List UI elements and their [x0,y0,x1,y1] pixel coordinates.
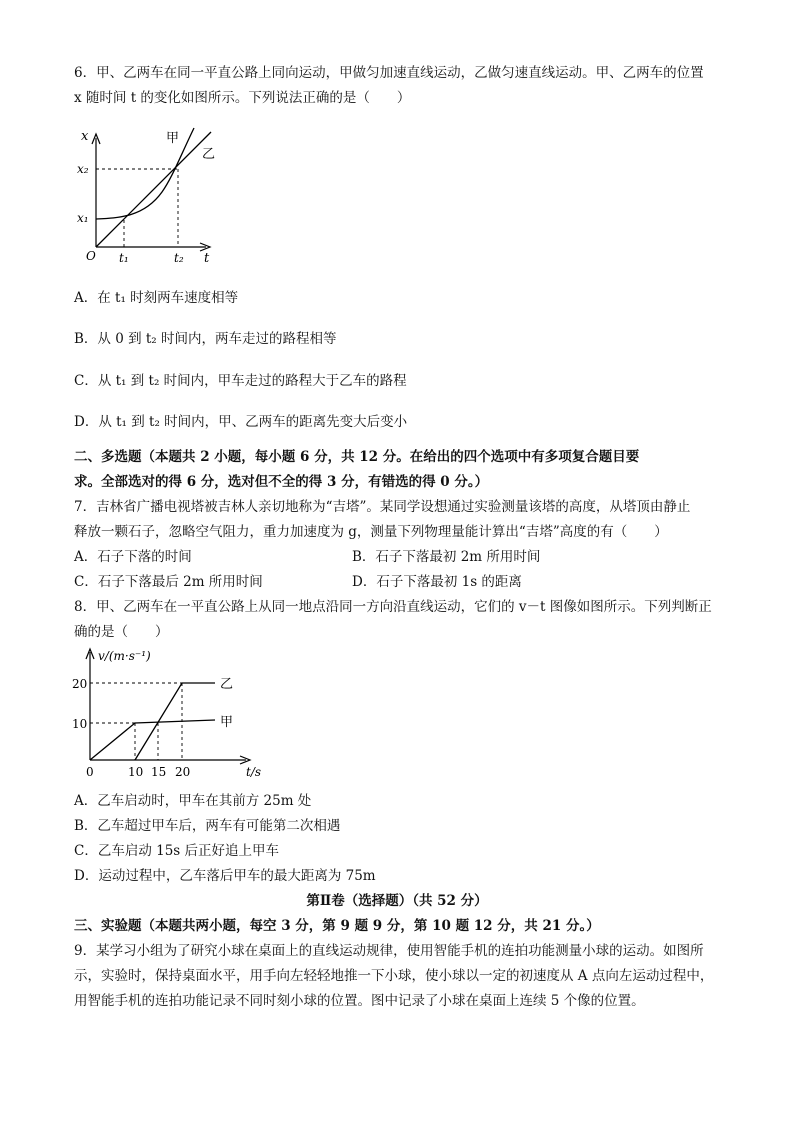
q6-line-yi [96,132,211,247]
q6-label-x1: x₁ [77,211,89,225]
q8-stem-line2: 确的是（ ） [74,624,169,640]
q8-x-axis-label: t/s [246,765,262,779]
q6-x-axis-label: t [204,251,210,266]
q7-option-a: A．石子下落的时间 [74,549,192,565]
q8-tick-x20: 20 [175,765,191,779]
q9-line2: 示，实验时，保持桌面水平，用手向左轻轻地推一下小球，使小球以一定的初速度从 A 点向左运动过程中， [74,968,714,984]
q8-tick-y20: 20 [72,677,88,691]
q8-option-b: B．乙车超过甲车后，两车有可能第二次相遇 [74,818,341,834]
q8-vt-graph [70,646,270,782]
q6-y-axis-label: x [81,129,89,144]
q7-option-d: D．石子下落最初 1s 的距离 [352,574,522,590]
q8-tick-y10: 10 [72,717,88,731]
q8-option-a: A．乙车启动时，甲车在其前方 25m 处 [74,793,312,809]
q6-option-c: C．从 t₁ 到 t₂ 时间内，甲车走过的路程大于乙车的路程 [74,373,407,389]
section3-heading: 三、实验题（本题共两小题，每空 3 分，第 9 题 9 分，第 10 题 12 分，共 21 分。） [74,918,600,934]
q9-line3: 用智能手机的连拍功能记录不同时刻小球的位置。图中记录了小球在桌面上连续 5 个像的位置。 [74,993,645,1009]
q8-origin-label: 0 [86,765,94,779]
q6-xt-graph [74,122,224,270]
q6-label-jia: 甲 [166,131,180,146]
q6-stem-line2: x 随时间 t 的变化如图所示。下列说法正确的是（ ） [74,90,411,106]
section2-heading-line2: 求。全部选对的得 6 分，选对但不全的得 3 分，有错选的得 0 分。） [74,474,489,490]
q7-stem-line1: 7．吉林省广播电视塔被吉林人亲切地称为“吉塔”。某同学设想通过实验测量该塔的高度，从塔顶由静止 [74,499,691,515]
q6-option-b: B．从 0 到 t₂ 时间内，两车走过的路程相等 [74,331,337,347]
q8-label-yi: 乙 [220,677,234,692]
q6-label-t1: t₁ [119,251,129,265]
q8-tick-x15: 15 [151,765,167,779]
q8-tick-x10: 10 [128,765,144,779]
q8-line-jia [90,720,215,760]
q6-option-a: A．在 t₁ 时刻两车速度相等 [74,290,239,306]
q8-stem-line1: 8．甲、乙两车在一平直公路上从同一地点沿同一方向沿直线运动，它们的 v－t 图像如图所示。下列判断正 [74,599,712,615]
q7-option-c: C．石子下落最后 2m 所用时间 [74,574,263,590]
q6-stem-line1: 6．甲、乙两车在同一平直公路上同向运动，甲做匀加速直线运动，乙做匀速直线运动。甲、乙两车的位置 [74,65,704,81]
part2-title: 第Ⅱ卷（选择题）（共 52 分） [306,893,488,909]
q8-option-c: C．乙车启动 15s 后正好追上甲车 [74,843,280,859]
section2-heading-line1: 二、多选题（本题共 2 小题，每小题 6 分，共 12 分。在给出的四个选项中有多项复合题目要 [74,449,640,465]
q6-label-t2: t₂ [174,251,184,265]
q7-stem-line2: 释放一颗石子，忽略空气阻力，重力加速度为 g，测量下列物理量能计算出“吉塔”高度的有（ ） [74,524,668,540]
q6-curve-jia [96,128,194,219]
q6-label-yi: 乙 [202,147,216,162]
q9-line1: 9．某学习小组为了研究小球在桌面上的直线运动规律，使用智能手机的连拍功能测量小球的运动。如图所 [74,943,704,959]
q7-option-b: B．石子下落最初 2m 所用时间 [352,549,541,565]
q8-label-jia: 甲 [220,715,234,730]
q6-option-d: D．从 t₁ 到 t₂ 时间内，甲、乙两车的距离先变大后变小 [74,414,408,430]
q8-y-axis-label: v/(m·s⁻¹) [98,649,151,663]
q8-option-d: D．运动过程中，乙车落后甲车的最大距离为 75m [74,868,376,884]
q6-label-x2: x₂ [77,162,89,176]
q6-origin-label: O [86,249,96,263]
